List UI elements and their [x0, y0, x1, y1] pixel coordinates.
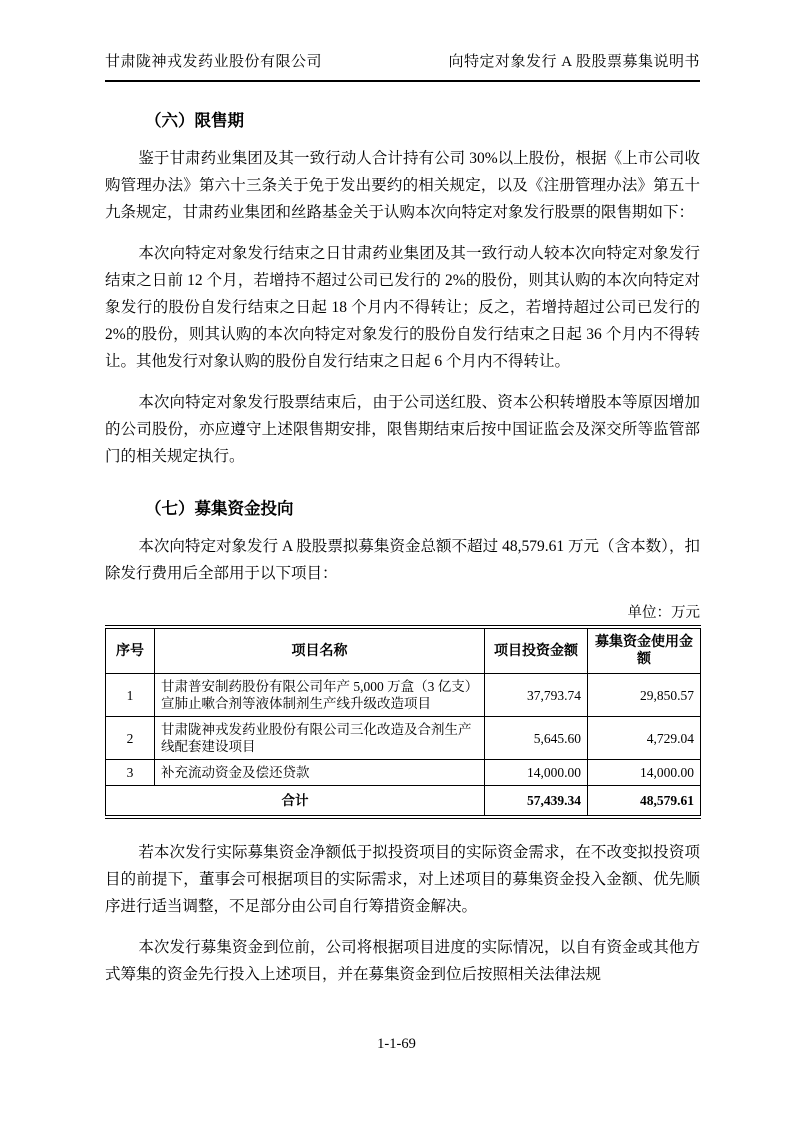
table-row	[106, 674, 701, 717]
row-3-project-name: 补充流动资金及偿还贷款	[155, 760, 485, 786]
total-raised: 48,579.61	[588, 786, 701, 818]
total-label: 合计	[106, 786, 485, 818]
section-7-paragraph-after-1: 若本次发行实际募集资金净额低于拟投资项目的实际资金需求，在不改变拟投资项目的前提下，董事会可根据项目的实际需求，对上述项目的募集资金投入金额、优先顺序进行适当调整，不足部分由公司自行筹措资金解决。	[105, 844, 700, 915]
header-company-name: 甘肃陇神戎发药业股份有限公司	[105, 54, 323, 70]
table-unit-label: 单位：万元	[627, 605, 700, 621]
col-header-project-name: 项目名称	[155, 627, 485, 674]
fund-use-table	[105, 625, 701, 819]
section-6-paragraph-2: 本次向特定对象发行结束之日甘肃药业集团及其一致行动人较本次向特定对象发行结束之日前 12 个月，若增持不超过公司已发行的 2%的股份，则其认购的本次向特定对象发行的股份自发行结束之日起 18 个月内不得转让；反之，若增持超过公司已发行的 2%的股份，则其认购的本次向特定对象发行的股份自发行结束之日起 36 个月内不得转让。其他发行对象认购的股份自发行结束之日起 6 个月内不得转让。	[105, 245, 700, 370]
row-3-investment: 14,000.00	[485, 760, 588, 786]
total-investment: 57,439.34	[485, 786, 588, 818]
row-2-project-name: 甘肃陇神戎发药业股份有限公司三化改造及合剂生产线配套建设项目	[155, 717, 485, 760]
col-header-no: 序号	[106, 627, 155, 674]
table-row	[106, 717, 701, 760]
col-header-raised-funds: 募集资金使用金额	[588, 627, 701, 674]
section-7-intro-paragraph: 本次向特定对象发行 A 股股票拟募集资金总额不超过 48,579.61 万元（含本数），扣除发行费用后全部用于以下项目：	[105, 538, 700, 582]
row-1-investment: 37,793.74	[485, 674, 588, 717]
col-header-investment: 项目投资金额	[485, 627, 588, 674]
table-row	[106, 760, 701, 786]
page-content	[105, 0, 700, 1002]
section-7-paragraph-after-2: 本次发行募集资金到位前，公司将根据项目进度的实际情况，以自有资金或其他方式筹集的资金先行投入上述项目，并在募集资金到位后按照相关法律法规	[105, 939, 700, 983]
table-total-row	[106, 786, 701, 818]
section-6-paragraph-3: 本次向特定对象发行股票结束后，由于公司送红股、资本公积转增股本等原因增加的公司股份，亦应遵守上述限售期安排，限售期结束后按中国证监会及深交所等监管部门的相关规定执行。	[105, 394, 700, 465]
running-header	[105, 0, 700, 82]
page-number: 1-1-69	[377, 1036, 416, 1052]
row-3-no: 3	[106, 760, 155, 786]
section-7-heading: （七）募集资金投向	[145, 500, 294, 518]
table-header-row	[106, 627, 701, 674]
row-2-no: 2	[106, 717, 155, 760]
row-1-raised: 29,850.57	[588, 674, 701, 717]
row-1-project-name: 甘肃普安制药股份有限公司年产 5,000 万盒（3 亿支）宣肺止嗽合剂等液体制剂生产线升级改造项目	[155, 674, 485, 717]
row-3-raised: 14,000.00	[588, 760, 701, 786]
section-6-heading: （六）限售期	[145, 112, 244, 130]
row-2-raised: 4,729.04	[588, 717, 701, 760]
row-1-no: 1	[106, 674, 155, 717]
header-doc-title: 向特定对象发行 A 股股票募集说明书	[448, 54, 700, 70]
row-2-investment: 5,645.60	[485, 717, 588, 760]
section-6-paragraph-1: 鉴于甘肃药业集团及其一致行动人合计持有公司 30%以上股份，根据《上市公司收购管理办法》第六十三条关于免于发出要约的相关规定，以及《注册管理办法》第五十九条规定，甘肃药业集团和丝路基金关于认购本次向特定对象发行股票的限售期如下：	[105, 150, 700, 221]
